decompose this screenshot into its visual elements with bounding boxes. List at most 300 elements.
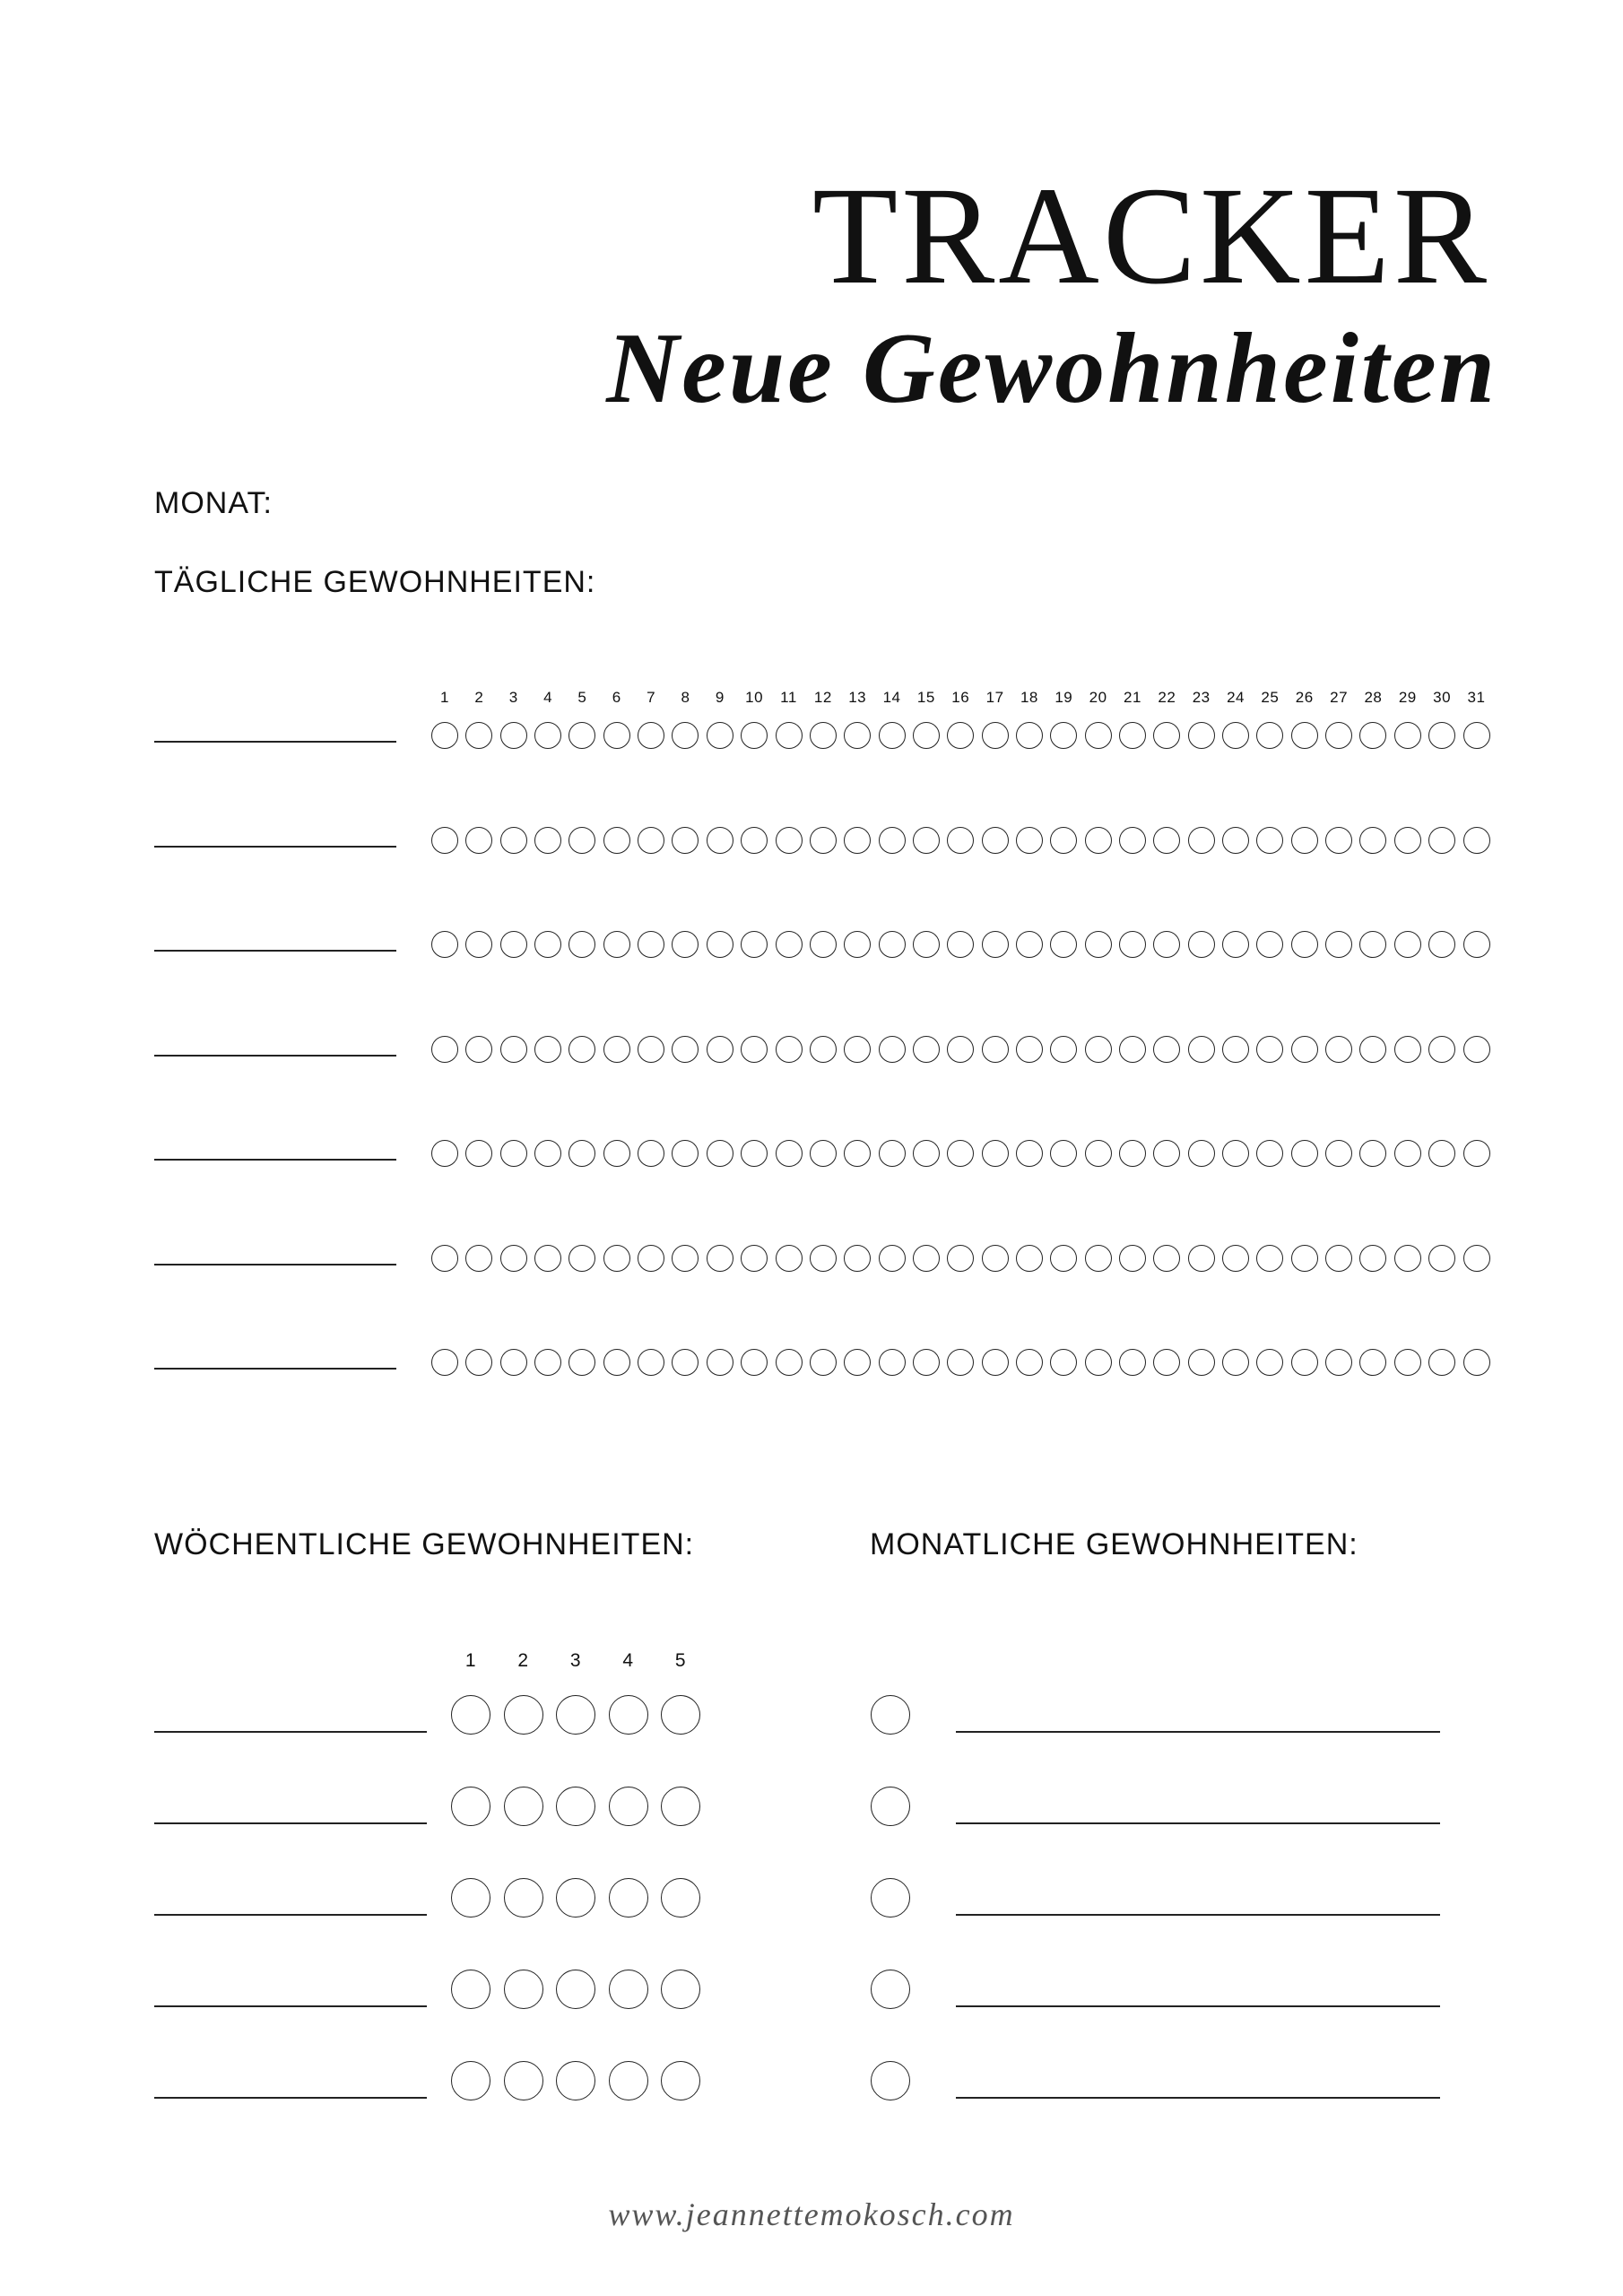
daily-checkbox[interactable] (982, 722, 1009, 749)
daily-checkbox[interactable] (431, 1036, 458, 1063)
daily-checkbox[interactable] (913, 1036, 940, 1063)
daily-checkbox[interactable] (1222, 1036, 1249, 1063)
daily-checkbox[interactable] (1325, 1140, 1352, 1167)
weekly-checkbox[interactable] (661, 2061, 700, 2100)
daily-habit-name-line[interactable] (154, 950, 396, 952)
daily-checkbox[interactable] (431, 1349, 458, 1376)
daily-habit-name-line[interactable] (154, 1368, 396, 1370)
daily-checkbox[interactable] (982, 1349, 1009, 1376)
daily-checkbox[interactable] (810, 1036, 837, 1063)
weekly-habit-name-line[interactable] (154, 1822, 427, 1824)
daily-checkbox[interactable] (1359, 1245, 1386, 1272)
daily-checkbox[interactable] (982, 1245, 1009, 1272)
daily-checkbox[interactable] (568, 722, 595, 749)
daily-checkbox[interactable] (638, 827, 664, 854)
month-label: MONAT: (154, 486, 273, 520)
daily-checkbox[interactable] (1188, 722, 1215, 749)
day-number: 6 (612, 689, 621, 706)
daily-checkbox[interactable] (810, 1140, 837, 1167)
daily-checkbox[interactable] (741, 931, 768, 958)
daily-checkbox[interactable] (1428, 827, 1455, 854)
weekly-checkbox[interactable] (661, 1970, 700, 2009)
day-number: 30 (1433, 689, 1452, 706)
weekly-checkbox[interactable] (556, 1970, 595, 2009)
daily-checkbox[interactable] (1222, 931, 1249, 958)
daily-checkbox[interactable] (465, 827, 492, 854)
daily-checkbox[interactable] (1325, 722, 1352, 749)
daily-checkbox[interactable] (568, 1140, 595, 1167)
weekly-checkbox[interactable] (609, 2061, 648, 2100)
daily-checkbox[interactable] (603, 1140, 630, 1167)
daily-checkbox[interactable] (1188, 1140, 1215, 1167)
weekly-checkbox[interactable] (504, 1878, 543, 1918)
daily-checkbox[interactable] (707, 722, 733, 749)
daily-checkbox[interactable] (810, 931, 837, 958)
daily-checkbox[interactable] (465, 1140, 492, 1167)
daily-checkbox[interactable] (913, 1349, 940, 1376)
daily-checkbox[interactable] (776, 722, 803, 749)
weekly-checkbox[interactable] (451, 1970, 490, 2009)
daily-checkbox[interactable] (1359, 827, 1386, 854)
daily-checkbox[interactable] (947, 1140, 974, 1167)
daily-checkbox[interactable] (1119, 1140, 1146, 1167)
monthly-habit-name-line[interactable] (956, 2097, 1440, 2099)
daily-checkbox[interactable] (672, 1140, 699, 1167)
daily-checkbox[interactable] (947, 1349, 974, 1376)
daily-checkbox[interactable] (534, 931, 561, 958)
daily-checkbox[interactable] (431, 1245, 458, 1272)
weekly-checkbox[interactable] (451, 1695, 490, 1735)
monthly-checkbox[interactable] (871, 1878, 910, 1918)
weekly-checkbox[interactable] (451, 1787, 490, 1826)
daily-checkbox[interactable] (879, 1349, 906, 1376)
daily-checkbox[interactable] (465, 1349, 492, 1376)
daily-habit-name-line[interactable] (154, 846, 396, 848)
daily-checkbox[interactable] (1085, 827, 1112, 854)
daily-checkbox[interactable] (500, 931, 527, 958)
daily-habit-name-line[interactable] (154, 741, 396, 743)
daily-checkbox[interactable] (707, 931, 733, 958)
monthly-habit-name-line[interactable] (956, 2005, 1440, 2007)
day-number: 12 (813, 689, 832, 706)
weekly-checkbox[interactable] (609, 1787, 648, 1826)
daily-checkbox[interactable] (1153, 1140, 1180, 1167)
daily-checkbox[interactable] (741, 1036, 768, 1063)
weekly-checkbox[interactable] (504, 2061, 543, 2100)
monthly-checkbox[interactable] (871, 1970, 910, 2009)
week-number: 1 (464, 1650, 477, 1671)
daily-checkbox[interactable] (1153, 931, 1180, 958)
daily-checkbox[interactable] (638, 1349, 664, 1376)
daily-checkbox[interactable] (707, 1245, 733, 1272)
daily-checkbox[interactable] (1359, 1349, 1386, 1376)
daily-checkbox[interactable] (1119, 722, 1146, 749)
daily-checkbox[interactable] (1256, 722, 1283, 749)
day-number: 11 (780, 689, 797, 706)
daily-checkbox[interactable] (603, 1349, 630, 1376)
daily-checkbox[interactable] (741, 1245, 768, 1272)
daily-checkbox[interactable] (947, 1245, 974, 1272)
daily-checkbox[interactable] (913, 827, 940, 854)
daily-checkbox[interactable] (1394, 827, 1421, 854)
daily-checkbox[interactable] (568, 827, 595, 854)
daily-checkbox[interactable] (465, 1245, 492, 1272)
day-number: 18 (1020, 689, 1038, 706)
daily-checkbox[interactable] (1085, 1140, 1112, 1167)
daily-checkbox[interactable] (1188, 1245, 1215, 1272)
daily-checkbox[interactable] (879, 1140, 906, 1167)
daily-checkbox[interactable] (1222, 827, 1249, 854)
daily-checkbox[interactable] (844, 722, 871, 749)
daily-checkbox[interactable] (1463, 1036, 1490, 1063)
daily-checkbox[interactable] (1256, 1245, 1283, 1272)
daily-checkbox[interactable] (1050, 1140, 1077, 1167)
daily-habit-name-line[interactable] (154, 1264, 396, 1265)
monthly-habit-name-line[interactable] (956, 1731, 1440, 1733)
daily-checkbox[interactable] (707, 1140, 733, 1167)
daily-checkbox[interactable] (810, 722, 837, 749)
daily-checkbox[interactable] (1291, 1349, 1318, 1376)
daily-checkbox[interactable] (1463, 1349, 1490, 1376)
daily-checkbox[interactable] (1188, 1036, 1215, 1063)
weekly-checkbox[interactable] (504, 1970, 543, 2009)
weekly-habit-name-line[interactable] (154, 1914, 427, 1916)
daily-checkbox[interactable] (879, 1245, 906, 1272)
weekly-checkbox[interactable] (609, 1695, 648, 1735)
daily-checkbox[interactable] (534, 1349, 561, 1376)
daily-checkbox[interactable] (1188, 827, 1215, 854)
daily-checkbox[interactable] (568, 1245, 595, 1272)
daily-checkbox[interactable] (947, 931, 974, 958)
day-number: 16 (951, 689, 970, 706)
daily-checkbox[interactable] (1188, 931, 1215, 958)
day-number: 2 (474, 689, 484, 706)
daily-checkbox[interactable] (741, 1140, 768, 1167)
daily-checkbox[interactable] (638, 1140, 664, 1167)
daily-checkbox[interactable] (1463, 931, 1490, 958)
daily-checkbox[interactable] (1359, 1140, 1386, 1167)
daily-habits-label: TÄGLICHE GEWOHNHEITEN: (154, 565, 596, 599)
daily-checkbox[interactable] (672, 827, 699, 854)
daily-checkbox[interactable] (534, 722, 561, 749)
daily-checkbox[interactable] (1428, 1349, 1455, 1376)
daily-checkbox[interactable] (741, 1349, 768, 1376)
daily-checkbox[interactable] (1016, 1245, 1043, 1272)
daily-checkbox[interactable] (913, 1245, 940, 1272)
monthly-checkbox[interactable] (871, 1695, 910, 1735)
daily-checkbox[interactable] (1153, 1245, 1180, 1272)
daily-checkbox[interactable] (568, 1349, 595, 1376)
daily-checkbox[interactable] (776, 827, 803, 854)
daily-checkbox[interactable] (810, 1245, 837, 1272)
day-number: 9 (715, 689, 725, 706)
weekly-checkbox[interactable] (609, 1878, 648, 1918)
weekly-checkbox[interactable] (504, 1695, 543, 1735)
daily-checkbox[interactable] (1394, 1140, 1421, 1167)
daily-checkbox[interactable] (672, 722, 699, 749)
daily-habit-name-line[interactable] (154, 1159, 396, 1161)
daily-checkbox[interactable] (1359, 722, 1386, 749)
daily-checkbox[interactable] (879, 722, 906, 749)
daily-checkbox[interactable] (1325, 827, 1352, 854)
weekly-checkbox[interactable] (556, 2061, 595, 2100)
day-number: 13 (848, 689, 867, 706)
daily-checkbox[interactable] (1050, 1036, 1077, 1063)
daily-checkbox[interactable] (1050, 827, 1077, 854)
daily-checkbox[interactable] (741, 722, 768, 749)
daily-checkbox[interactable] (1119, 827, 1146, 854)
day-number: 3 (508, 689, 518, 706)
daily-checkbox[interactable] (1428, 722, 1455, 749)
daily-checkbox[interactable] (879, 1036, 906, 1063)
daily-checkbox[interactable] (1119, 931, 1146, 958)
daily-checkbox[interactable] (1359, 931, 1386, 958)
daily-checkbox[interactable] (1256, 931, 1283, 958)
daily-checkbox[interactable] (603, 1036, 630, 1063)
daily-checkbox[interactable] (431, 722, 458, 749)
daily-checkbox[interactable] (1428, 1245, 1455, 1272)
daily-checkbox[interactable] (982, 827, 1009, 854)
day-number: 15 (916, 689, 935, 706)
daily-checkbox[interactable] (1359, 1036, 1386, 1063)
daily-checkbox[interactable] (431, 1140, 458, 1167)
monthly-checkbox[interactable] (871, 1787, 910, 1826)
daily-checkbox[interactable] (707, 827, 733, 854)
day-number: 20 (1089, 689, 1107, 706)
daily-checkbox[interactable] (1291, 1245, 1318, 1272)
daily-checkbox[interactable] (844, 1036, 871, 1063)
daily-checkbox[interactable] (1428, 931, 1455, 958)
daily-checkbox[interactable] (707, 1036, 733, 1063)
weekly-habit-name-line[interactable] (154, 2097, 427, 2099)
daily-checkbox[interactable] (1153, 1036, 1180, 1063)
daily-checkbox[interactable] (431, 931, 458, 958)
daily-checkbox[interactable] (1153, 1349, 1180, 1376)
daily-checkbox[interactable] (603, 827, 630, 854)
daily-checkbox[interactable] (1085, 722, 1112, 749)
weekly-habit-name-line[interactable] (154, 1731, 427, 1733)
daily-checkbox[interactable] (947, 722, 974, 749)
week-number: 5 (674, 1650, 687, 1671)
daily-checkbox[interactable] (672, 1036, 699, 1063)
daily-checkbox[interactable] (1222, 722, 1249, 749)
daily-checkbox[interactable] (603, 931, 630, 958)
daily-checkbox[interactable] (1394, 722, 1421, 749)
daily-checkbox[interactable] (879, 931, 906, 958)
daily-checkbox[interactable] (1428, 1140, 1455, 1167)
day-number: 19 (1055, 689, 1073, 706)
daily-checkbox[interactable] (913, 1140, 940, 1167)
daily-checkbox[interactable] (500, 1245, 527, 1272)
day-number: 5 (577, 689, 587, 706)
daily-checkbox[interactable] (1256, 1036, 1283, 1063)
daily-checkbox[interactable] (638, 722, 664, 749)
weekly-checkbox[interactable] (661, 1878, 700, 1918)
daily-checkbox[interactable] (465, 722, 492, 749)
daily-checkbox[interactable] (913, 722, 940, 749)
daily-checkbox[interactable] (431, 827, 458, 854)
daily-checkbox[interactable] (982, 931, 1009, 958)
day-number: 17 (985, 689, 1004, 706)
daily-checkbox[interactable] (1119, 1245, 1146, 1272)
daily-habit-name-line[interactable] (154, 1055, 396, 1057)
daily-checkbox[interactable] (1153, 827, 1180, 854)
daily-checkbox[interactable] (1325, 1349, 1352, 1376)
daily-checkbox[interactable] (707, 1349, 733, 1376)
daily-checkbox[interactable] (1016, 1140, 1043, 1167)
weekly-habit-name-line[interactable] (154, 2005, 427, 2007)
footer-website: www.jeannettemokosch.com (608, 2196, 1015, 2232)
daily-checkbox[interactable] (982, 1140, 1009, 1167)
daily-checkbox[interactable] (844, 931, 871, 958)
daily-checkbox[interactable] (1085, 1349, 1112, 1376)
daily-checkbox[interactable] (500, 722, 527, 749)
monthly-habit-name-line[interactable] (956, 1914, 1440, 1916)
daily-checkbox[interactable] (1016, 827, 1043, 854)
daily-checkbox[interactable] (500, 1349, 527, 1376)
weekly-checkbox[interactable] (556, 1878, 595, 1918)
daily-checkbox[interactable] (1291, 1036, 1318, 1063)
daily-checkbox[interactable] (810, 827, 837, 854)
daily-checkbox[interactable] (1291, 931, 1318, 958)
daily-checkbox[interactable] (638, 1245, 664, 1272)
daily-checkbox[interactable] (982, 1036, 1009, 1063)
day-number: 26 (1295, 689, 1314, 706)
daily-checkbox[interactable] (879, 827, 906, 854)
day-number: 21 (1124, 689, 1141, 706)
daily-checkbox[interactable] (638, 931, 664, 958)
daily-checkbox[interactable] (1085, 931, 1112, 958)
daily-checkbox[interactable] (776, 931, 803, 958)
daily-checkbox[interactable] (1153, 722, 1180, 749)
daily-checkbox[interactable] (672, 1245, 699, 1272)
day-number: 4 (543, 689, 553, 706)
daily-checkbox[interactable] (1222, 1245, 1249, 1272)
week-number: 4 (622, 1650, 634, 1671)
day-number: 29 (1398, 689, 1417, 706)
daily-checkbox[interactable] (1394, 1036, 1421, 1063)
daily-checkbox[interactable] (1463, 722, 1490, 749)
daily-checkbox[interactable] (672, 1349, 699, 1376)
weekly-checkbox[interactable] (609, 1970, 648, 2009)
daily-checkbox[interactable] (1463, 1245, 1490, 1272)
weekly-checkbox[interactable] (451, 1878, 490, 1918)
weekly-checkbox[interactable] (556, 1787, 595, 1826)
daily-checkbox[interactable] (810, 1349, 837, 1376)
daily-checkbox[interactable] (568, 1036, 595, 1063)
daily-checkbox[interactable] (1016, 931, 1043, 958)
daily-checkbox[interactable] (1016, 1349, 1043, 1376)
daily-checkbox[interactable] (500, 1036, 527, 1063)
weekly-checkbox[interactable] (661, 1787, 700, 1826)
daily-checkbox[interactable] (1394, 931, 1421, 958)
day-number: 25 (1261, 689, 1280, 706)
daily-checkbox[interactable] (534, 1036, 561, 1063)
daily-checkbox[interactable] (1256, 827, 1283, 854)
daily-checkbox[interactable] (1463, 827, 1490, 854)
daily-checkbox[interactable] (1428, 1036, 1455, 1063)
daily-checkbox[interactable] (603, 722, 630, 749)
daily-checkbox[interactable] (500, 827, 527, 854)
daily-checkbox[interactable] (1256, 1349, 1283, 1376)
weekly-checkbox[interactable] (504, 1787, 543, 1826)
daily-checkbox[interactable] (844, 1140, 871, 1167)
daily-checkbox[interactable] (844, 827, 871, 854)
week-number: 2 (517, 1650, 529, 1671)
daily-checkbox[interactable] (638, 1036, 664, 1063)
monthly-checkbox[interactable] (871, 2061, 910, 2100)
page-title: TRACKER (812, 158, 1490, 313)
day-number: 10 (745, 689, 764, 706)
week-number: 3 (569, 1650, 582, 1671)
daily-checkbox[interactable] (1050, 1245, 1077, 1272)
daily-checkbox[interactable] (947, 1036, 974, 1063)
weekly-checkbox[interactable] (661, 1695, 700, 1735)
daily-checkbox[interactable] (947, 827, 974, 854)
daily-checkbox[interactable] (1119, 1349, 1146, 1376)
day-number: 28 (1364, 689, 1383, 706)
day-number: 31 (1467, 689, 1486, 706)
daily-checkbox[interactable] (1325, 1245, 1352, 1272)
daily-checkbox[interactable] (1394, 1245, 1421, 1272)
daily-checkbox[interactable] (1188, 1349, 1215, 1376)
daily-checkbox[interactable] (534, 1245, 561, 1272)
daily-checkbox[interactable] (1119, 1036, 1146, 1063)
daily-checkbox[interactable] (776, 1036, 803, 1063)
daily-checkbox[interactable] (844, 1245, 871, 1272)
daily-checkbox[interactable] (741, 827, 768, 854)
daily-checkbox[interactable] (1085, 1036, 1112, 1063)
daily-checkbox[interactable] (1050, 931, 1077, 958)
daily-checkbox[interactable] (1050, 1349, 1077, 1376)
day-number: 14 (882, 689, 901, 706)
weekly-habits-label: WÖCHENTLICHE GEWOHNHEITEN: (154, 1527, 695, 1561)
daily-checkbox[interactable] (1222, 1140, 1249, 1167)
daily-checkbox[interactable] (1016, 1036, 1043, 1063)
daily-checkbox[interactable] (776, 1349, 803, 1376)
daily-checkbox[interactable] (1463, 1140, 1490, 1167)
daily-checkbox[interactable] (776, 1245, 803, 1272)
daily-checkbox[interactable] (534, 1140, 561, 1167)
day-number: 27 (1330, 689, 1349, 706)
daily-checkbox[interactable] (603, 1245, 630, 1272)
daily-checkbox[interactable] (844, 1349, 871, 1376)
daily-checkbox[interactable] (1291, 1140, 1318, 1167)
daily-checkbox[interactable] (1291, 827, 1318, 854)
daily-checkbox[interactable] (465, 1036, 492, 1063)
daily-checkbox[interactable] (1291, 722, 1318, 749)
daily-checkbox[interactable] (1016, 722, 1043, 749)
daily-checkbox[interactable] (465, 931, 492, 958)
daily-checkbox[interactable] (1325, 1036, 1352, 1063)
weekly-checkbox[interactable] (556, 1695, 595, 1735)
daily-checkbox[interactable] (500, 1140, 527, 1167)
daily-checkbox[interactable] (568, 931, 595, 958)
daily-checkbox[interactable] (776, 1140, 803, 1167)
daily-checkbox[interactable] (1050, 722, 1077, 749)
daily-checkbox[interactable] (1394, 1349, 1421, 1376)
daily-checkbox[interactable] (1222, 1349, 1249, 1376)
daily-checkbox[interactable] (1325, 931, 1352, 958)
monthly-habit-name-line[interactable] (956, 1822, 1440, 1824)
daily-checkbox[interactable] (1256, 1140, 1283, 1167)
daily-checkbox[interactable] (1085, 1245, 1112, 1272)
daily-checkbox[interactable] (534, 827, 561, 854)
weekly-checkbox[interactable] (451, 2061, 490, 2100)
day-number: 23 (1192, 689, 1211, 706)
daily-checkbox[interactable] (913, 931, 940, 958)
daily-checkbox[interactable] (672, 931, 699, 958)
